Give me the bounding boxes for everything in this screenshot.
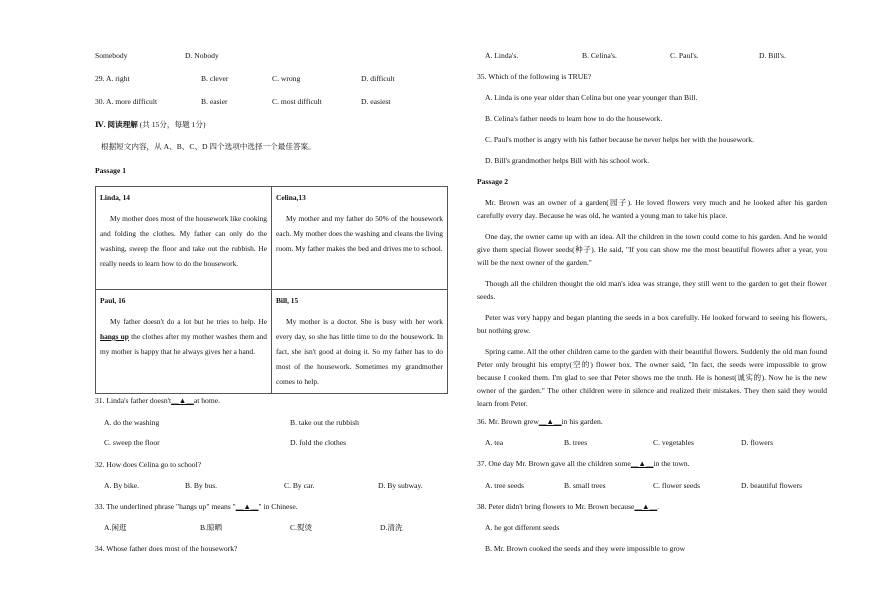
section-heading bbox=[95, 120, 206, 129]
stem-after: in his garden. bbox=[561, 417, 603, 426]
person-name: Linda, 14 bbox=[100, 193, 130, 202]
q32-option-a: A. By bike. bbox=[104, 481, 140, 490]
q31-stem bbox=[95, 396, 220, 405]
q34-stem: 34. Whose father does most of the housework? bbox=[95, 544, 238, 553]
q29-stem: 29. A. right bbox=[95, 74, 130, 83]
q37-option-d: D. beautiful flowers bbox=[741, 481, 802, 490]
q34-option-d: D. Bill's. bbox=[759, 51, 786, 60]
q33-option-b: B.晾晒 bbox=[200, 523, 223, 532]
stem-before: 31. Linda's father doesn't bbox=[95, 396, 172, 405]
passage2-title: Passage 2 bbox=[477, 177, 509, 186]
table-cell-linda bbox=[96, 187, 272, 290]
q30-stem: 30. A. more difficult bbox=[95, 97, 158, 106]
q35-option-a: A. Linda is one year older than Celina but one year younger than Bill. bbox=[485, 93, 698, 102]
q34-option-b: B. Celina's. bbox=[582, 51, 617, 60]
table-cell-celina bbox=[272, 187, 448, 290]
q28-option-d: D. Nobody bbox=[185, 51, 219, 60]
q31-option-c: C. sweep the floor bbox=[104, 438, 160, 447]
q31-option-a: A. do the washing bbox=[104, 418, 160, 427]
q31-option-b: B. take out the rubbish bbox=[290, 418, 359, 427]
q34-option-a: A. Linda's. bbox=[485, 51, 519, 60]
person-name: Bill, 15 bbox=[276, 296, 299, 305]
q35-option-d: D. Bill's grandmother helps Bill with his school work. bbox=[485, 156, 650, 165]
table-cell-bill bbox=[272, 290, 448, 394]
stem-before: 37. One day Mr. Brown gave all the children some bbox=[477, 459, 631, 468]
stem-after: " in Chinese. bbox=[258, 502, 298, 511]
q33-stem bbox=[95, 502, 298, 511]
text-before: My father doesn't do a lot but he tries to help. He bbox=[110, 317, 267, 326]
q38-stem bbox=[477, 502, 659, 511]
underlined-phrase: hangs up bbox=[100, 332, 129, 341]
q29-option-c: C. wrong bbox=[272, 74, 301, 83]
stem-after: at home. bbox=[193, 396, 220, 405]
section-score: (共 15分，每题 1分) bbox=[139, 120, 206, 129]
passage2-paragraph: Mr. Brown was an owner of a garden(园子). He loved flowers very much and he looked after his garden carefully every day. Because he was old, he wanted a young man to take his place. bbox=[477, 198, 827, 220]
q33-option-a: A.闲逛 bbox=[104, 523, 127, 532]
q36-option-a: A. tea bbox=[485, 438, 504, 447]
q34-option-c: C. Paul's. bbox=[670, 51, 699, 60]
text-after: the clothes after my mother washes them and my mother is happy that he always gives her a hand. bbox=[100, 332, 267, 356]
q36-option-d: D. flowers bbox=[741, 438, 774, 447]
person-text bbox=[100, 314, 267, 359]
answer-blank: __▲__ bbox=[171, 396, 194, 405]
passage2-paragraph: Spring came. All the other children came to the garden with their beautiful flowers. Suddenly the old man found Peter only brought his empty(空的) flower box. The owner said, "In fact, the seeds were impossible to grow because I cooked them. I'm glad to see that Peter shows me the truth. He is honest(诚实的). Now he is the new owner of the garden." The other children were in silence and realized their mistakes. They then said they would learn from Peter. bbox=[477, 347, 827, 408]
q30-option-d: D. easiest bbox=[361, 97, 391, 106]
q33-option-d: D.清洗 bbox=[380, 523, 403, 532]
q28-option-c: Somebody bbox=[95, 51, 128, 60]
q31-option-d: D. fold the clothes bbox=[290, 438, 347, 447]
q36-option-b: B. trees bbox=[564, 438, 588, 447]
q37-option-c: C. flower seeds bbox=[653, 481, 701, 490]
table-cell-paul bbox=[96, 290, 272, 394]
person-name: Celina,13 bbox=[276, 193, 306, 202]
q36-option-c: C. vegetables bbox=[653, 438, 694, 447]
q32-option-b: B. By bus. bbox=[185, 481, 218, 490]
q32-option-c: C. By car. bbox=[284, 481, 315, 490]
person-text: My mother and my father do 50% of the housework each. My mother does the washing and cleans the living room. My father makes the bed and drives me to school. bbox=[276, 214, 443, 253]
section-instruction: 根据短文内容，从 A、B、C、D 四个选项中选择一个最佳答案。 bbox=[101, 142, 316, 151]
q37-option-a: A. tree seeds bbox=[485, 481, 525, 490]
answer-blank: __▲__ bbox=[630, 459, 654, 468]
passage1-table bbox=[95, 186, 448, 394]
person-text: My mother is a doctor. She is busy with her work every day, so she has little time to do the housework. In fact, she isn't good at doing it. So my father has to do most of the housework. Sometimes my grandmother comes to help. bbox=[276, 317, 443, 386]
q32-option-d: D. By subway. bbox=[378, 481, 423, 490]
passage2-paragraph: Peter was very happy and began planting the seeds in a box carefully. He looked forward to seeing his flowers, but nothing grew. bbox=[477, 313, 827, 335]
passage1-title: Passage 1 bbox=[95, 166, 127, 175]
q35-stem: 35. Which of the following is TRUE? bbox=[477, 72, 592, 81]
stem-after: . bbox=[657, 502, 660, 511]
passage2-paragraph: One day, the owner came up with an idea. All the children in the town could come to his garden. And he would give them special flower seeds(种子). He said, "If you can show me the most beautiful flowers after a year, you will be the next owner of the garden." bbox=[477, 232, 827, 267]
q35-option-b: B. Celina's father needs to learn how to do the housework. bbox=[485, 114, 663, 123]
q33-option-c: C.熨烫 bbox=[290, 523, 313, 532]
person-name: Paul, 16 bbox=[100, 296, 126, 305]
q29-option-d: D. difficult bbox=[361, 74, 395, 83]
q38-option-a: A. he got different seeds bbox=[485, 523, 560, 532]
answer-blank: __▲__ bbox=[634, 502, 658, 511]
person-text: My mother does most of the housework like cooking and folding the clothes. My father can only do the washing, sweep the floor and take out the rubbish. He really needs to learn how to do the housework. bbox=[100, 214, 267, 268]
q37-option-b: B. small trees bbox=[564, 481, 606, 490]
q35-option-c: C. Paul's mother is angry with his father because he never helps her with the housework. bbox=[485, 135, 754, 144]
q29-option-b: B. clever bbox=[201, 74, 229, 83]
q32-stem: 32. How does Celina go to school? bbox=[95, 460, 202, 469]
stem-before: 33. The underlined phrase "hangs up" means " bbox=[95, 502, 236, 511]
answer-blank: __▲__ bbox=[235, 502, 259, 511]
q30-option-b: B. easier bbox=[201, 97, 228, 106]
section-title: Ⅳ. 阅读理解 bbox=[95, 120, 138, 129]
stem-before: 36. Mr. Brown grew bbox=[477, 417, 539, 426]
q36-stem bbox=[477, 417, 603, 426]
q38-option-b: B. Mr. Brown cooked the seeds and they were impossible to grow bbox=[485, 544, 686, 553]
stem-before: 38. Peter didn't bring flowers to Mr. Brown because bbox=[477, 502, 635, 511]
stem-after: in the town. bbox=[653, 459, 690, 468]
q30-option-c: C. most difficult bbox=[272, 97, 322, 106]
answer-blank: __▲__ bbox=[538, 417, 562, 426]
q37-stem bbox=[477, 459, 690, 468]
passage2-paragraph: Though all the children thought the old man's idea was strange, they still went to the garden to get their flower seeds. bbox=[477, 279, 827, 301]
